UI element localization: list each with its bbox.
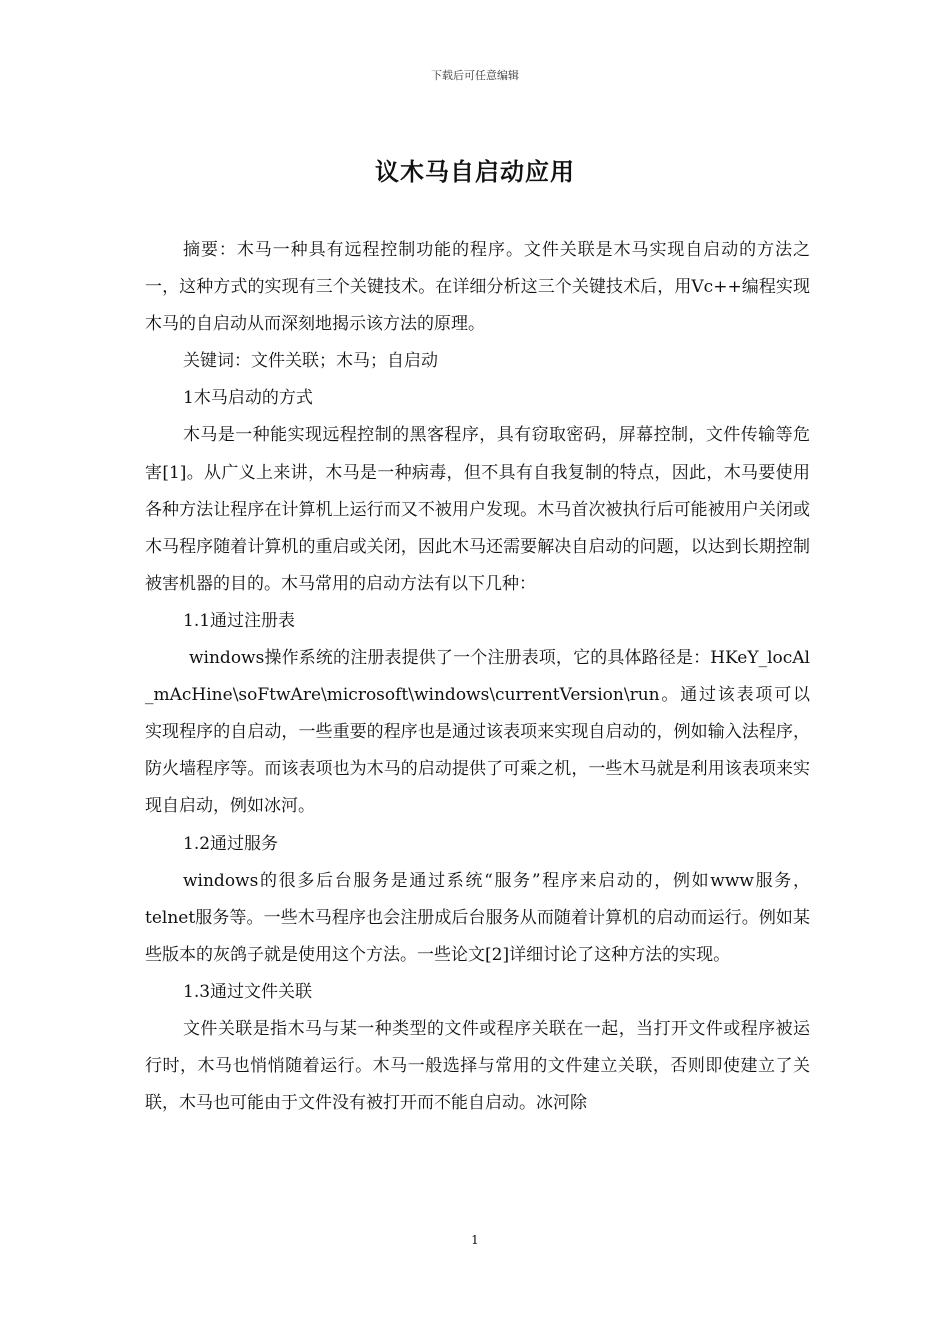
- section-heading-1-2: 1.2通过服务: [183, 833, 279, 854]
- body-paragraph: 木马是一种能实现远程控制的黑客程序，具有窃取密码，屏幕控制，文件传输等危害[1]。从广义上来讲，木马是一种病毒，但不具有自我复制的特点，因此，木马要使用各种方法让程序在计算机上运行而又不被用户发现。木马首次被执行后可能被用户关闭或木马程序随着计算机的重启或关闭，因此木马还需要解决自启动的问题，以达到长期控制被害机器的目的。木马常用的启动方法有以下几种：: [145, 425, 810, 594]
- section-heading-1-3: 1.3通过文件关联: [183, 981, 313, 1002]
- body-paragraph: windows操作系统的注册表提供了一个注册表项，它的具体路径是：HKeY_locAl_mAcHine\soFtwAre\microsoft\windows\currentVersion\run。通过该表项可以实现程序的自启动，一些重要的程序也是通过该表项来实现自启动的，例如输入法程序，防火墙程序等。而该表项也为木马的启动提供了可乘之机，一些木马就是利用该表项来实现自启动，例如冰河。: [145, 648, 810, 817]
- keywords-paragraph: 关键词：文件关联；木马；自启动: [183, 351, 438, 372]
- section-heading-1: 1木马启动的方式: [183, 388, 313, 409]
- document-title: 议木马自启动应用: [375, 157, 575, 186]
- document-body: [145, 232, 810, 1122]
- body-paragraph: 文件关联是指木马与某一种类型的文件或程序关联在一起，当打开文件或程序被运行时，木马也悄悄随着运行。木马一般选择与常用的文件建立关联，否则即使建立了关联，木马也可能由于文件没有被打开而不能自启动。冰河除: [145, 1018, 810, 1114]
- body-paragraph: windows的很多后台服务是通过系统“服务”程序来启动的，例如www服务，telnet服务等。一些木马程序也会注册成后台服务从而随着计算机的启动而运行。例如某些版本的灰鸽子就是使用这个方法。一些论文[2]详细讨论了这种方法的实现。: [145, 870, 810, 965]
- section-heading-1-1: 1.1通过注册表: [183, 610, 296, 631]
- abstract-paragraph: 摘要：木马一种具有远程控制功能的程序。文件关联是木马实现自启动的方法之一，这种方式的实现有三个关键技术。在详细分析这三个关键技术后，用Vc++编程实现木马的自启动从而深刻地揭示该方法的原理。: [145, 240, 810, 335]
- page-number: 1: [471, 1233, 479, 1247]
- page-header: 下载后可任意编辑: [431, 69, 519, 82]
